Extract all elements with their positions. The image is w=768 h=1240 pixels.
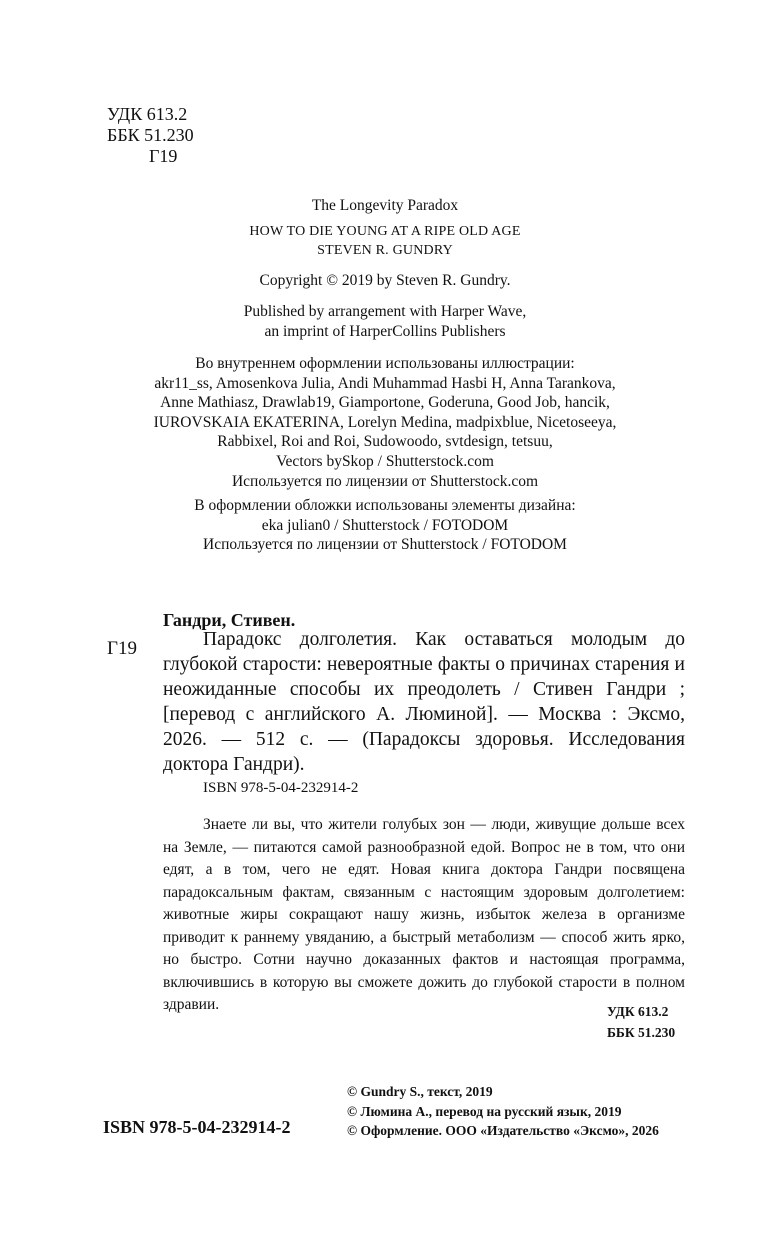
cover-design-credits [90, 496, 680, 555]
cover-line: eka julian0 / Shutterstock / FOTODOM [261, 516, 509, 534]
isbn-bibliographic: ISBN 978-5-04-232914-2 [203, 780, 359, 796]
bbk-code: ББК 51.230 [107, 125, 194, 145]
cover-line: Используется по лицензии от Shutterstock / FOTODOM [203, 536, 567, 554]
udk-code-bottom: УДК 613.2 [607, 1004, 669, 1019]
original-title-block [90, 196, 680, 261]
original-title: The Longevity Paradox [311, 197, 459, 214]
author-mark: Г19 [149, 146, 178, 166]
illustration-line: Используется по лицензии от Shutterstock.com [231, 472, 539, 490]
annotation: Знаете ли вы, что жители голубых зон — люди, живущие дольше всех на Земле, — питаются самой разнообразной едой. Вопрос не в том, что они едят, а в том, чего не едят. Новая книга доктора Гандри посвящена парадоксальным фактам, связанным с настоящим здоровым долголетием: животные жиры сокращают нашу жизнь, избыток железа в организме приводит к раннему увяданию, а быстрый метаболизм — способ жить ярко, но быстро. Сотни научно доказанных фактов и настоящая программа, включившись в которую вы сможете дожить до глубокой старости в полном здравии. [163, 816, 685, 1013]
illustration-line: Во внутреннем оформлении использованы иллюстрации: [195, 355, 575, 372]
illustration-line: Anne Mathiasz, Drawlab19, Giamportone, Goderuna, Good Job, hancik, [160, 394, 610, 412]
illustration-line: akr11_ss, Amosenkova Julia, Andi Muhammad Hasbi H, Anna Tarankova, [154, 374, 616, 392]
original-subtitle: HOW TO DIE YOUNG AT A RIPE OLD AGE [249, 223, 521, 239]
isbn-main: ISBN 978-5-04-232914-2 [103, 1117, 291, 1137]
credit-line: © Оформление. ООО «Издательство «Эксмо», 2026 [347, 1123, 659, 1138]
credit-line: © Gundry S., текст, 2019 [347, 1084, 493, 1099]
publisher-notice [90, 302, 680, 341]
classification-top [107, 104, 194, 167]
illustration-line: Rabbixel, Roi and Roi, Sudowoodo, svtdesign, tetsuu, [217, 433, 553, 451]
bibliographic-description: Парадокс долголетия. Как оставаться молодым до глубокой старости: невероятные факты о причинах старения и неожиданные способы их преодолеть / Стивен Гандри ; [перевод с английского А. Люминой]. — Москва : Эксмо, 2026. — 512 с. — (Парадоксы здоровья. Исследования доктора Гандри). [163, 629, 685, 775]
copyright-line: Copyright © 2019 by Steven R. Gundry. [259, 272, 511, 289]
illustration-credits [90, 354, 680, 491]
copyright-notice [90, 271, 680, 291]
author-mark-bibliographic: Г19 [107, 638, 137, 659]
illustration-line: Vectors bySkop / Shutterstock.com [276, 452, 494, 470]
illustration-line: IUROVSKAIA EKATERINA, Lorelyn Medina, madpixblue, Nicetoseeya, [153, 413, 617, 431]
classification-bottom [607, 1001, 675, 1043]
udk-code: УДК 613.2 [107, 104, 188, 124]
cover-line: В оформлении обложки использованы элементы дизайна: [194, 497, 576, 514]
bbk-code-bottom: ББК 51.230 [607, 1025, 676, 1040]
credit-line: © Люмина А., перевод на русский язык, 2019 [347, 1103, 622, 1119]
copyright-credits [347, 1082, 659, 1141]
published-line-1: Published by arrangement with Harper Wave, [243, 303, 527, 320]
published-line-2: an imprint of HarperCollins Publishers [264, 322, 506, 340]
author-heading: Гандри, Стивен. [163, 610, 296, 630]
original-author: STEVEN R. GUNDRY [317, 243, 453, 259]
